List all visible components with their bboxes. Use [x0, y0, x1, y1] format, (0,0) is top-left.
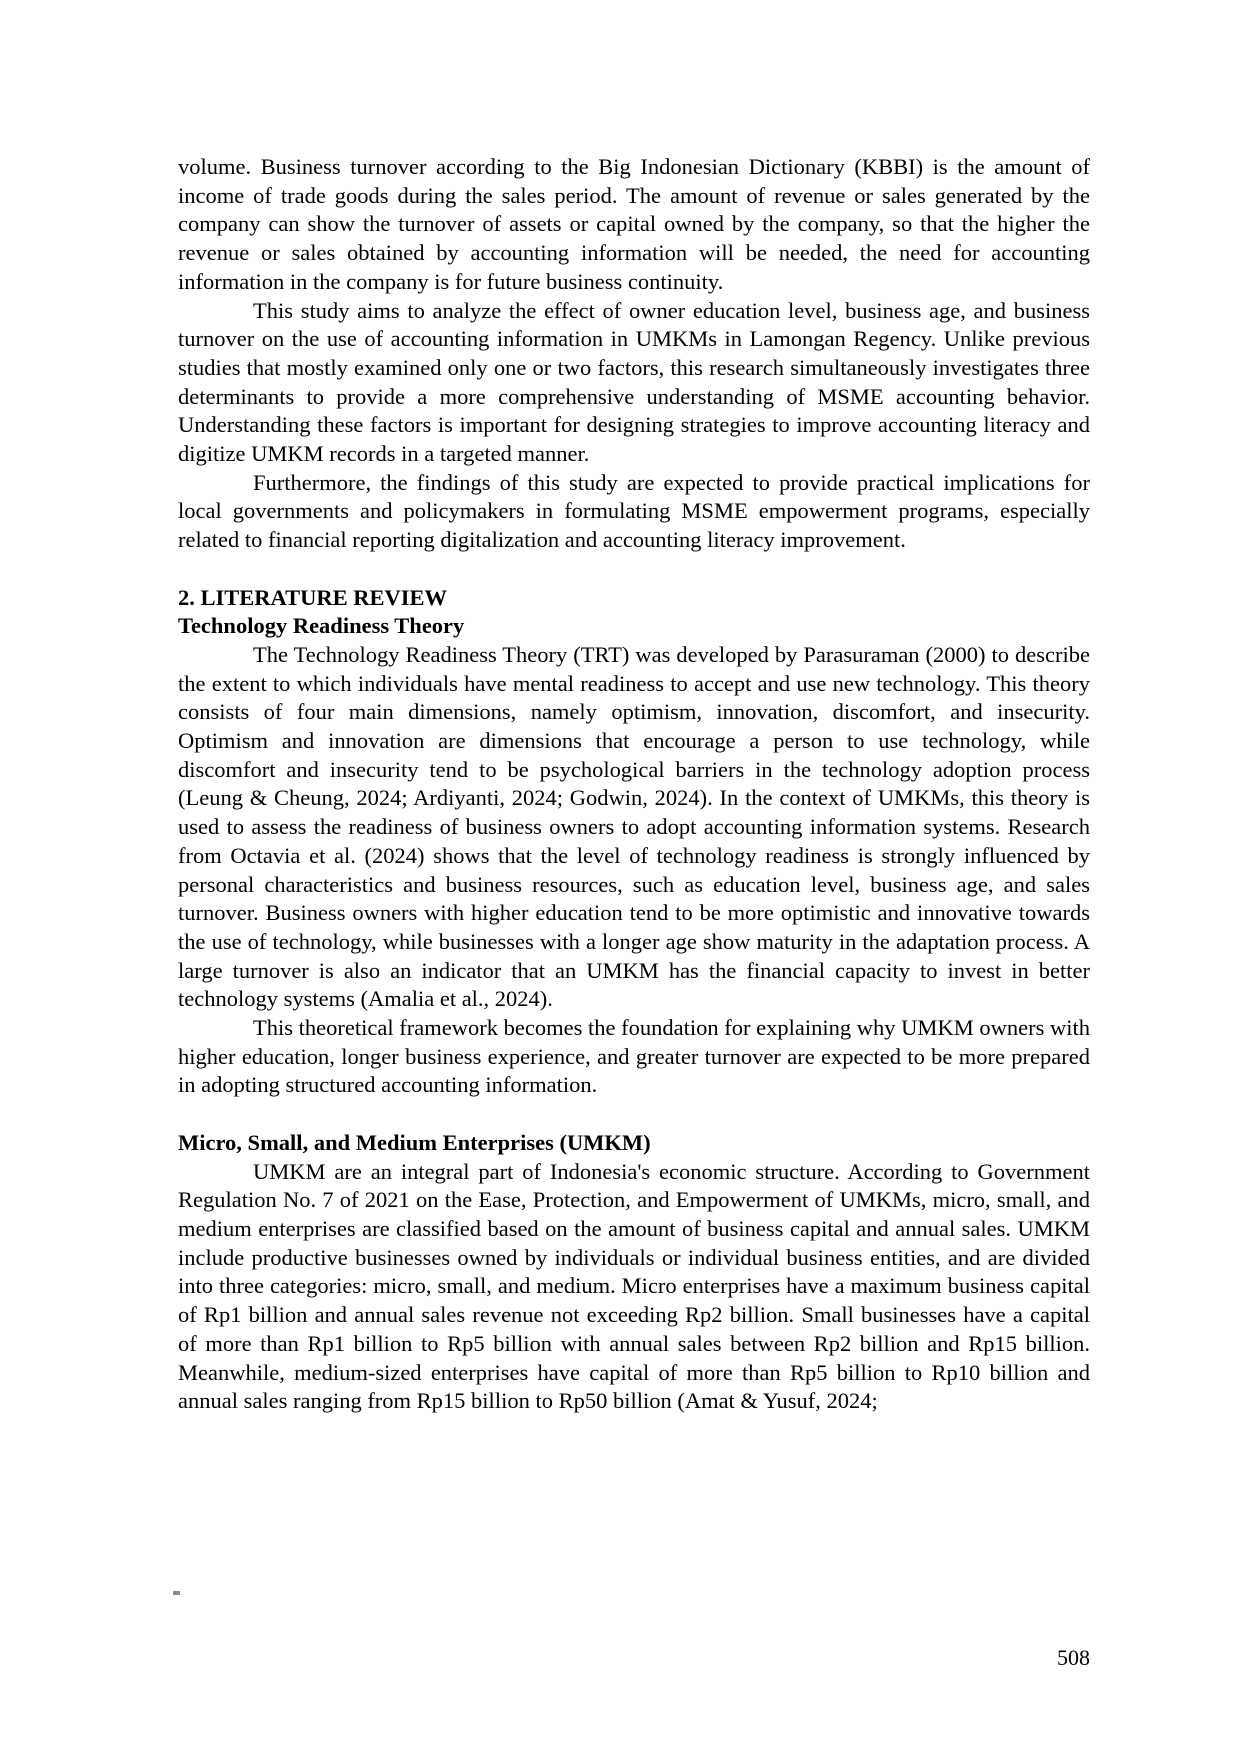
paragraph-furthermore-implications: Furthermore, the findings of this study are expected to provide practical implications for local governments and policymakers in formulating MSME empowerment programs, especially related to financial reporting digitalization and accounting literacy improvement. [178, 469, 1090, 553]
paragraph-theoretical-framework: This theoretical framework becomes the foundation for explaining why UMKM owners with higher education, longer business experience, and greater turnover are expected to be more prepared in adopting structured accounting information. [178, 1015, 1090, 1098]
page-number: 508 [1057, 1645, 1090, 1670]
subsection-heading-technology-readiness-theory: Technology Readiness Theory [178, 613, 465, 639]
paragraph-trt-description: The Technology Readiness Theory (TRT) was developed by Parasuraman (2000) to describe the extent to which individuals have mental readiness to accept and use new technology. This theory consists of four main dimensions, namely optimism, innovation, discomfort, and insecurity. Optimism and innovation are dimensions that encourage a person to use technology, while discomfort and insecurity tend to be psychological barriers in the technology adoption process (Leung & Cheung, 2024; Ardiyanti, 2024; Godwin, 2024). In the context of UMKMs, this theory is used to assess the readiness of business owners to adopt accounting information systems. Research from Octavia et al. (2024) shows that the level of technology readiness is strongly influenced by personal characteristics and business resources, such as education level, business age, and sales turnover. Business owners with higher education tend to be more optimistic and innovative towards the use of technology, while businesses with a longer age show maturity in the adaptation process. A large turnover is also an indicator that an UMKM has the financial capacity to invest in better technology systems (Amalia et al., 2024). [178, 641, 1090, 1012]
section-heading-literature-review: 2. LITERATURE REVIEW [178, 584, 448, 610]
paragraph-business-turnover: volume. Business turnover according to the Big Indonesian Dictionary (KBBI) is the amount of income of trade goods during the sales period. The amount of revenue or sales generated by the company can show the turnover of assets or capital owned by the company, so that the higher the revenue or sales obtained by accounting information will be needed, the need for accounting information in the company is for future business continuity. [178, 154, 1090, 294]
paragraph-umkm-definition: UMKM are an integral part of Indonesia's economic structure. According to Government Regulation No. 7 of 2021 on the Ease, Protection, and Empowerment of UMKMs, micro, small, and medium enterprises are classified based on the amount of business capital and annual sales. UMKM include productive businesses owned by individuals or individual business entities, and are divided into three categories: micro, small, and medium. Micro enterprises have a maximum business capital of Rp1 billion and annual sales revenue not exceeding Rp2 billion. Small businesses have a capital of more than Rp1 billion to Rp5 billion with annual sales between Rp2 billion and Rp15 billion. Meanwhile, medium-sized enterprises have capital of more than Rp5 billion to Rp10 billion and annual sales ranging from Rp15 billion to Rp50 billion (Amat & Yusuf, 2024; [178, 1158, 1090, 1414]
page-content [178, 153, 1090, 1416]
subsection-heading-umkm: Micro, Small, and Medium Enterprises (UMKM) [178, 1129, 651, 1155]
stray-mark [173, 1591, 180, 1595]
paragraph-study-aims: This study aims to analyze the effect of owner education level, business age, and business turnover on the use of accounting information in UMKMs in Lamongan Regency. Unlike previous studies that mostly examined only one or two factors, this research simultaneously investigates three determinants to provide a more comprehensive understanding of MSME accounting behavior. Understanding these factors is important for designing strategies to improve accounting literacy and digitize UMKM records in a targeted manner. [178, 297, 1090, 467]
